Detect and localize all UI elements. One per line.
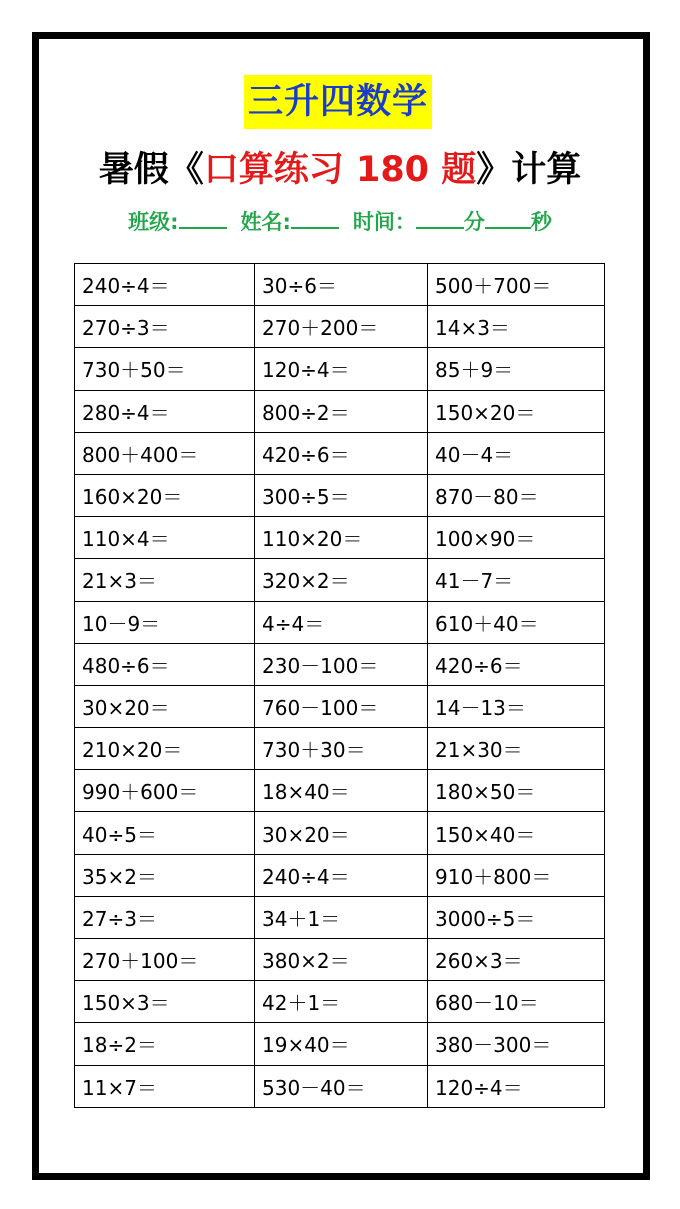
- problem-cell: 110×20＝: [255, 517, 428, 559]
- problem-cell: 150×3＝: [75, 981, 255, 1023]
- problem-cell: 760－100＝: [255, 685, 428, 727]
- problem-cell: 280÷4＝: [75, 390, 255, 432]
- problem-cell: 730＋30＝: [255, 728, 428, 770]
- problem-cell: 35×2＝: [75, 854, 255, 896]
- problem-cell: 800÷2＝: [255, 390, 428, 432]
- problem-cell: 180×50＝: [428, 770, 605, 812]
- title-suffix: 》计算: [476, 150, 582, 190]
- table-row: [75, 601, 605, 643]
- minute-label: 分: [463, 210, 485, 234]
- table-row: [75, 896, 605, 938]
- problem-cell: 320×2＝: [255, 559, 428, 601]
- problem-cell: 800＋400＝: [75, 432, 255, 474]
- info-line: [0, 204, 680, 240]
- problem-cell: 120÷4＝: [428, 1065, 605, 1107]
- table-row: [75, 306, 605, 348]
- problem-cell: 19×40＝: [255, 1023, 428, 1065]
- problem-cell: 14－13＝: [428, 685, 605, 727]
- problem-cell: 270÷3＝: [75, 306, 255, 348]
- problem-cell: 240÷4＝: [255, 854, 428, 896]
- problem-cell: 300÷5＝: [255, 474, 428, 516]
- problem-cell: 270＋100＝: [75, 939, 255, 981]
- table-row: [75, 981, 605, 1023]
- problem-cell: 530－40＝: [255, 1065, 428, 1107]
- name-blank[interactable]: [291, 207, 339, 229]
- problem-cell: 420÷6＝: [255, 432, 428, 474]
- problem-cell: 260×3＝: [428, 939, 605, 981]
- problem-cell: 30÷6＝: [255, 264, 428, 306]
- problem-cell: 480÷6＝: [75, 643, 255, 685]
- problem-cell: 21×30＝: [428, 728, 605, 770]
- problem-cell: 120÷4＝: [255, 348, 428, 390]
- table-row: [75, 432, 605, 474]
- problem-cell: 150×40＝: [428, 812, 605, 854]
- name-label: 姓名:: [240, 210, 291, 234]
- second-blank[interactable]: [485, 207, 531, 229]
- table-row: [75, 390, 605, 432]
- problem-cell: 380×2＝: [255, 939, 428, 981]
- problem-cell: 42＋1＝: [255, 981, 428, 1023]
- second-label: 秒: [530, 210, 552, 234]
- problem-cell: 34＋1＝: [255, 896, 428, 938]
- class-label: 班级:: [128, 210, 179, 234]
- problem-cell: 110×4＝: [75, 517, 255, 559]
- problem-cell: 10－9＝: [75, 601, 255, 643]
- problem-cell: 240÷4＝: [75, 264, 255, 306]
- problem-cell: 150×20＝: [428, 390, 605, 432]
- problem-cell: 230－100＝: [255, 643, 428, 685]
- table-row: [75, 559, 605, 601]
- problem-cell: 420÷6＝: [428, 643, 605, 685]
- table-row: [75, 643, 605, 685]
- problem-cell: 870－80＝: [428, 474, 605, 516]
- problem-cell: 30×20＝: [255, 812, 428, 854]
- page-title: [0, 140, 680, 200]
- problem-cell: 160×20＝: [75, 474, 255, 516]
- problem-cell: 680－10＝: [428, 981, 605, 1023]
- problem-cell: 500＋700＝: [428, 264, 605, 306]
- problem-cell: 3000÷5＝: [428, 896, 605, 938]
- problem-cell: 14×3＝: [428, 306, 605, 348]
- table-row: [75, 854, 605, 896]
- table-row: [75, 728, 605, 770]
- table-row: [75, 264, 605, 306]
- title-prefix: 暑假《: [98, 150, 204, 190]
- grade-label: 三升四数学: [244, 75, 432, 129]
- problem-cell: 270＋200＝: [255, 306, 428, 348]
- problem-cell: 18÷2＝: [75, 1023, 255, 1065]
- class-blank[interactable]: [179, 207, 227, 229]
- problem-cell: 730＋50＝: [75, 348, 255, 390]
- problem-cell: 40－4＝: [428, 432, 605, 474]
- problem-cell: 27÷3＝: [75, 896, 255, 938]
- table-row: [75, 685, 605, 727]
- problem-cell: 41－7＝: [428, 559, 605, 601]
- problem-cell: 910＋800＝: [428, 854, 605, 896]
- problem-cell: 100×90＝: [428, 517, 605, 559]
- table-row: [75, 1023, 605, 1065]
- table-row: [75, 348, 605, 390]
- table-row: [75, 474, 605, 516]
- time-label: 时间：: [352, 210, 416, 234]
- problem-cell: 990＋600＝: [75, 770, 255, 812]
- table-row: [75, 1065, 605, 1107]
- problem-cell: 21×3＝: [75, 559, 255, 601]
- problem-cell: 610＋40＝: [428, 601, 605, 643]
- problem-cell: 210×20＝: [75, 728, 255, 770]
- problem-table: [74, 263, 605, 1108]
- problem-cell: 30×20＝: [75, 685, 255, 727]
- table-row: [75, 517, 605, 559]
- table-row: [75, 812, 605, 854]
- problem-cell: 85＋9＝: [428, 348, 605, 390]
- problem-cell: 18×40＝: [255, 770, 428, 812]
- problem-cell: 11×7＝: [75, 1065, 255, 1107]
- problem-cell: 40÷5＝: [75, 812, 255, 854]
- table-row: [75, 939, 605, 981]
- problem-cell: 4÷4＝: [255, 601, 428, 643]
- problem-cell: 380－300＝: [428, 1023, 605, 1065]
- minute-blank[interactable]: [416, 207, 464, 229]
- title-highlight: 口算练习 180 题: [203, 150, 477, 190]
- table-row: [75, 770, 605, 812]
